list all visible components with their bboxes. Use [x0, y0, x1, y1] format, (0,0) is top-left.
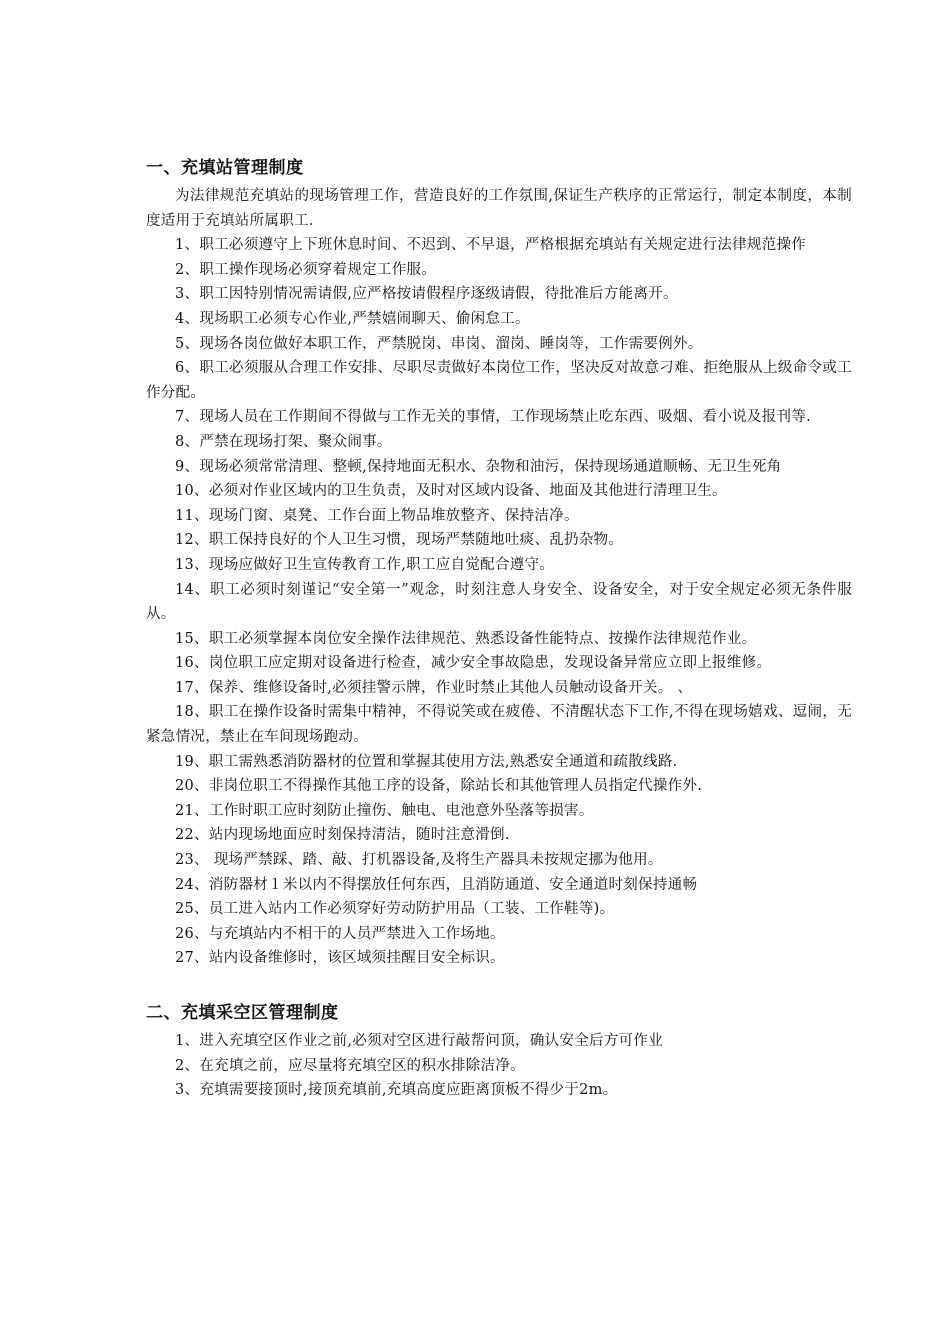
- paragraph: 2、职工操作现场必须穿着规定工作服。: [175, 261, 437, 278]
- paragraph: 26、与充填站内不相干的人员严禁进入工作场地。: [175, 925, 505, 942]
- paragraph: 19、职工需熟悉消防器材的位置和掌握其使用方法,熟悉安全通道和疏散线路.: [175, 753, 678, 770]
- paragraph: 7、现场人员在工作期间不得做与工作无关的事情，工作现场禁止吃东西、吸烟、看小说及报刊等.: [175, 409, 812, 426]
- paragraph: 10、必须对作业区域内的卫生负责，及时对区域内设备、地面及其他进行清理卫生。: [175, 483, 727, 500]
- paragraph: 14、职工必须时刻谨记“安全第一”观念，时刻注意人身安全、设备安全，对于安全规定必须无条件服从。: [146, 581, 852, 623]
- paragraph: 5、现场各岗位做好本职工作，严禁脱岗、串岗、溜岗、睡岗等，工作需要例外。: [175, 335, 703, 352]
- paragraph: 1、进入充填空区作业之前,必须对空区进行敲帮问顶，确认安全后方可作业: [175, 1033, 664, 1049]
- paragraph: 9、现场必须常常清理、整顿,保持地面无积水、杂物和油污，保持现场通道顺畅、无卫生死角: [175, 458, 782, 475]
- paragraph: 21、工作时职工应时刻防止撞伤、触电、电池意外坠落等损害。: [175, 802, 594, 819]
- section-1-body: [146, 184, 852, 971]
- paragraph: 16、岗位职工应定期对设备进行检查，减少安全事故隐患，发现设备异常应立即上报维修。: [175, 655, 772, 672]
- paragraph: 22、站内现场地面应时刻保持清洁，随时注意滑倒.: [175, 827, 510, 844]
- paragraph: 3、充填需要接顶时,接顶充填前,充填高度应距离顶板不得少于2m。: [175, 1082, 618, 1099]
- paragraph: 18、职工在操作设备时需集中精神，不得说笑或在疲倦、不清醒状态下工作,不得在现场嬉戏、逗闹，无紧急情况，禁止在车间现场跑动。: [146, 704, 852, 746]
- paragraph: 23、 现场严禁踩、踏、敲、打机器设备,及将生产器具未按规定挪为他用。: [175, 852, 663, 869]
- paragraph: 13、现场应做好卫生宣传教育工作,职工应自觉配合遵守。: [175, 556, 555, 573]
- paragraph: 4、现场职工必须专心作业,严禁嬉闹聊天、偷闲怠工。: [175, 310, 530, 327]
- paragraph: 为法律规范充填站的现场管理工作，营造良好的工作氛围,保证生产秩序的正常运行，制定本制度，本制度适用于充填站所属职工.: [146, 188, 852, 229]
- paragraph: 15、职工必须掌握本岗位安全操作法律规范、熟悉设备性能特点、按操作法律规范作业。: [175, 630, 757, 647]
- paragraph: 2、在充填之前，应尽量将充填空区的积水排除洁净。: [175, 1057, 525, 1074]
- document-body: [146, 156, 852, 1103]
- paragraph: 12、职工保持良好的个人卫生习惯，现场严禁随地吐痰、乱扔杂物。: [175, 532, 624, 549]
- paragraph: 6、职工必须服从合理工作安排、尽职尽责做好本岗位工作，坚决反对故意刁难、拒绝服从上级命令或工作分配。: [146, 360, 852, 401]
- paragraph: 11、现场门窗、桌凳、工作台面上物品堆放整齐、保持洁净。: [175, 507, 579, 524]
- paragraph: 20、非岗位职工不得操作其他工序的设备，除站长和其他管理人员指定代操作外.: [175, 778, 703, 795]
- paragraph: 17、保养、维修设备时,必须挂警示牌，作业时禁止其他人员触动设备开关。 、: [175, 679, 693, 696]
- paragraph: 3、职工因特别情况需请假,应严格按请假程序逐级请假，待批准后方能离开。: [175, 286, 678, 303]
- paragraph: 25、员工进入站内工作必须穿好劳动防护用品（工装、工作鞋等)。: [175, 901, 615, 918]
- section-2-title: 二、充填采空区管理制度: [146, 1003, 339, 1023]
- paragraph: 27、站内设备维修时，该区域须挂醒目安全标识。: [175, 950, 505, 967]
- paragraph: 8、严禁在现场打架、聚众闹事。: [175, 433, 392, 450]
- paragraph: 24、消防器材１米以内不得摆放任何东西，且消防通道、安全通道时刻保持通畅: [175, 876, 698, 893]
- section-1-title: 一、充填站管理制度: [146, 158, 304, 178]
- paragraph: 1、职工必须遵守上下班休息时间、不迟到、不早退，严格根据充填站有关规定进行法律规范操作: [175, 237, 807, 254]
- section-2-body: [146, 1029, 852, 1103]
